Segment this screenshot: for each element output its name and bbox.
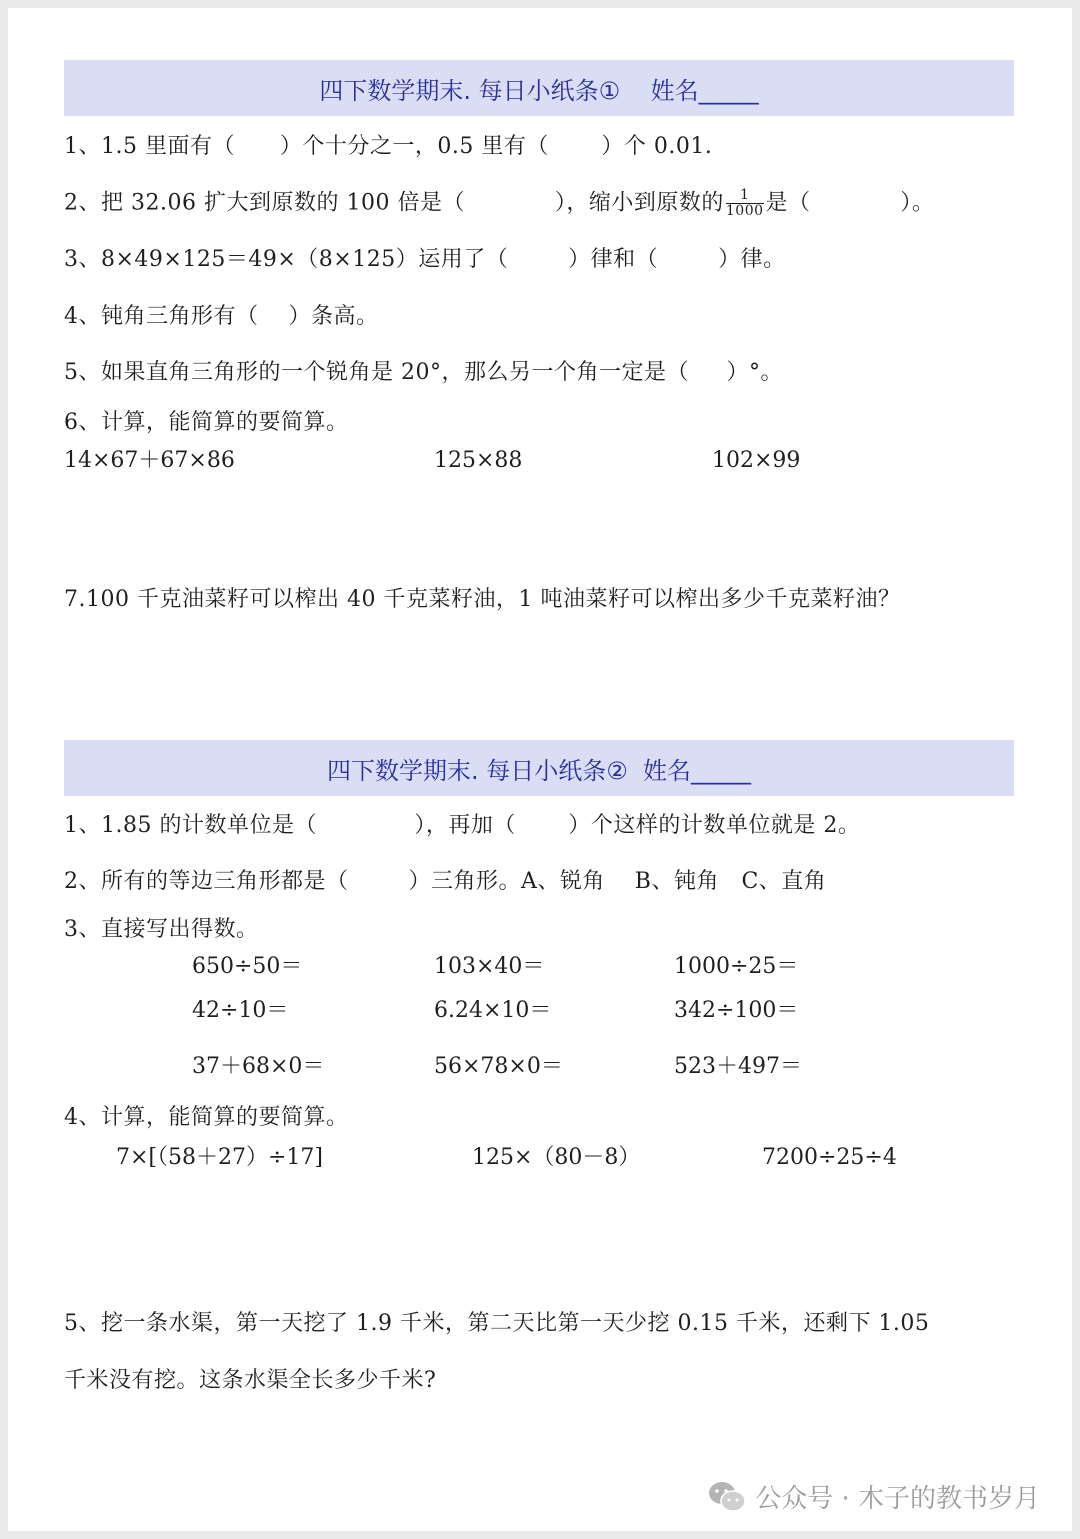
sheet1-question-1: 1、1.5 里面有（ ）个十分之一，0.5 里有（ ）个 0.01. <box>64 134 713 159</box>
fraction-numerator: 1 <box>739 187 750 203</box>
mental-math-item: 342÷100＝ <box>674 998 799 1023</box>
calc-item: 7200÷25÷4 <box>762 1145 897 1170</box>
sheet2-question-2: 2、所有的等边三角形都是（ ）三角形。A、锐角 B、钝角 C、直角 <box>64 869 827 894</box>
mental-math-item: 103×40＝ <box>434 954 545 979</box>
watermark-text: 公众号 · 木子的教书岁月 <box>755 1484 1040 1514</box>
sheet2-question-4: 4、计算，能简算的要简算。 <box>64 1105 349 1130</box>
sheet2-question-5-line1: 5、挖一条水渠，第一天挖了 1.9 千米，第二天比第一天少挖 0.15 千米，还剩下 1.05 <box>64 1311 930 1336</box>
mental-math-item: 42÷10＝ <box>192 998 289 1023</box>
sheet1-question-2 <box>64 188 934 219</box>
calc-item: 7×[（58＋27）÷17] <box>116 1145 324 1170</box>
calc-item: 14×67＋67×86 <box>64 448 235 473</box>
calc-item: 102×99 <box>712 448 801 473</box>
calc-item: 125×（80－8） <box>472 1145 641 1170</box>
sheet1-question-4: 4、钝角三角形有（ ）条高。 <box>64 304 379 329</box>
sheet1-question-6: 6、计算，能简算的要简算。 <box>64 410 349 435</box>
q2-text-before: 2、把 32.06 扩大到原数的 100 倍是（ ），缩小到原数的 <box>64 190 724 216</box>
mental-math-item: 650÷50＝ <box>192 954 303 979</box>
mental-math-item: 1000÷25＝ <box>674 954 799 979</box>
fraction-denominator: 1000 <box>725 203 764 219</box>
watermark <box>707 1478 1040 1515</box>
sheet1-question-3: 3、8×49×125＝49×（8×125）运用了（ ）律和（ ）律。 <box>64 247 786 272</box>
sheet2-question-1: 1、1.85 的计数单位是（ ），再加（ ）个这样的计数单位就是 2。 <box>64 813 861 838</box>
sheet2-banner: 四下数学期末. 每日小纸条② 姓名_____ <box>64 740 1014 796</box>
q2-text-after: 是（ ）。 <box>765 190 935 216</box>
fraction <box>726 188 764 219</box>
mental-math-item: 6.24×10＝ <box>434 998 552 1023</box>
sheet2-question-3: 3、直接写出得数。 <box>64 917 259 942</box>
sheet1-question-7: 7.100 千克油菜籽可以榨出 40 千克菜籽油，1 吨油菜籽可以榨出多少千克菜籽油？ <box>64 587 901 612</box>
mental-math-item: 37＋68×0＝ <box>192 1054 325 1079</box>
wechat-icon <box>707 1480 747 1514</box>
sheet1-question-5: 5、如果直角三角形的一个锐角是 20°，那么另一个角一定是（ ）°。 <box>64 360 783 385</box>
sheet1-banner: 四下数学期末. 每日小纸条① 姓名_____ <box>64 60 1014 116</box>
mental-math-item: 56×78×0＝ <box>434 1054 563 1079</box>
mental-math-item: 523＋497＝ <box>674 1054 802 1079</box>
sheet2-question-5-line2: 千米没有挖。这条水渠全长多少千米? <box>64 1368 437 1393</box>
calc-item: 125×88 <box>434 448 523 473</box>
